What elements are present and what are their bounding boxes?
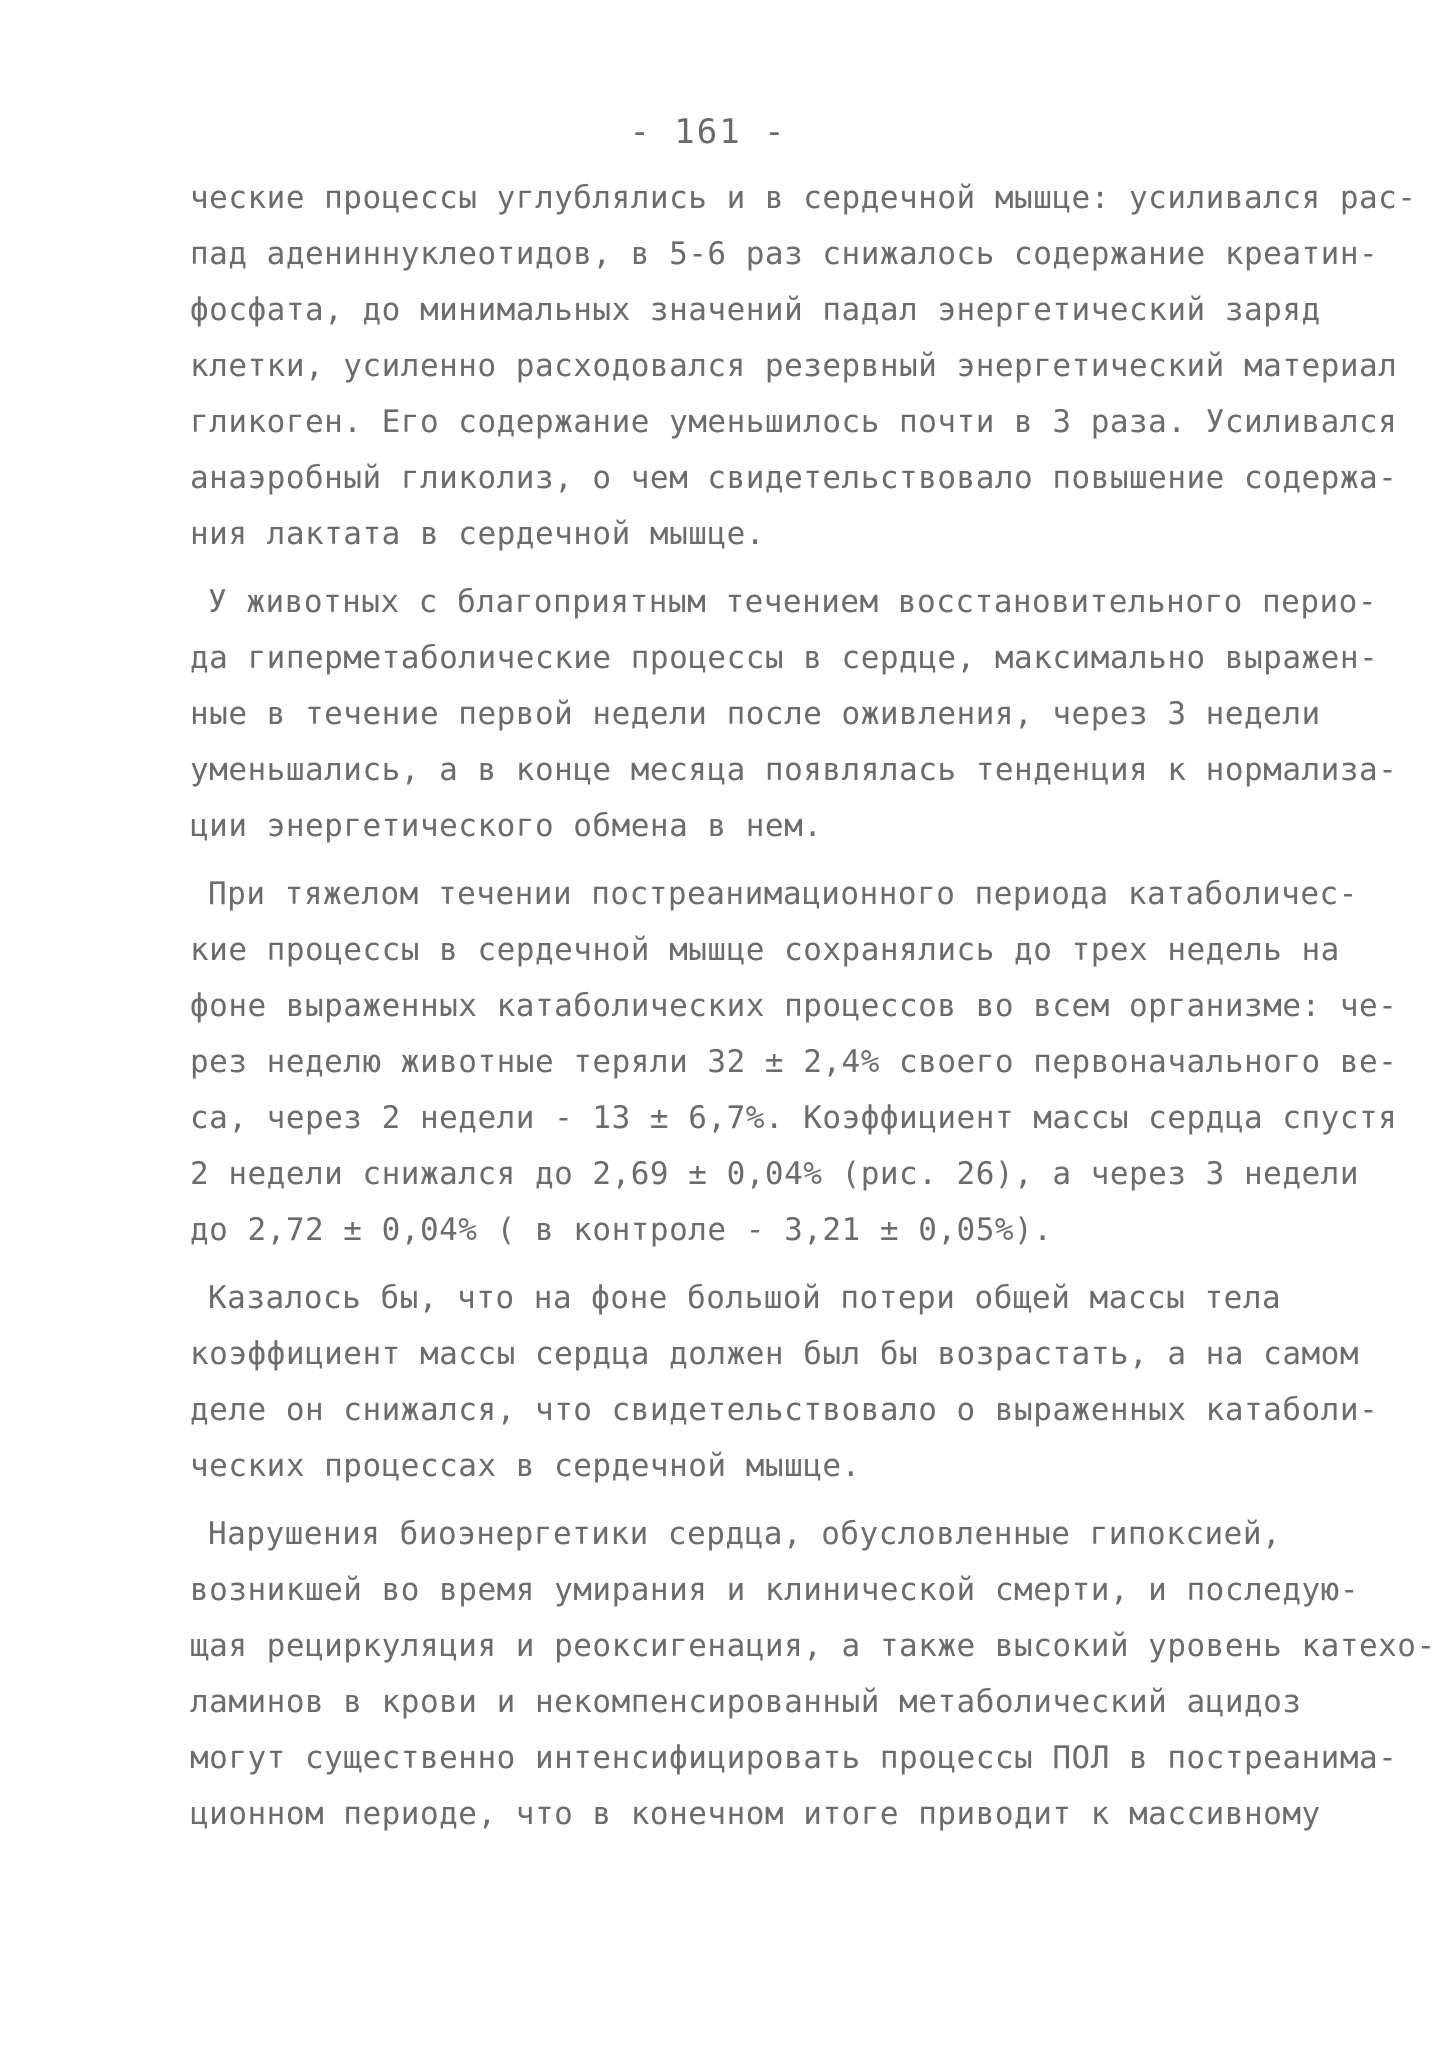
text-line: ния лактата в сердечной мышце.	[190, 516, 765, 552]
text-line: У животных с благоприятным течением восстановительного перио-	[208, 584, 1377, 620]
text-line: да гиперметаболические процессы в сердце, максимально выражен-	[190, 640, 1379, 676]
text-line: фоне выраженных катаболических процессов во всем организме: че-	[190, 988, 1398, 1024]
text-line: Казалось бы, что на фоне большой потери общей массы тела	[208, 1280, 1282, 1316]
text-line: ческие процессы углублялись и в сердечной мышце: усиливался рас-	[190, 180, 1417, 216]
text-line: ные в течение первой недели после оживления, через 3 недели	[190, 696, 1321, 732]
paragraph-gap	[190, 1258, 1270, 1270]
text-line: уменьшались, а в конце месяца появлялась тенденция к нормализа-	[190, 752, 1398, 788]
text-line: 2 недели снижался до 2,69 ± 0,04% (рис. 26), а через 3 недели	[190, 1156, 1359, 1192]
paragraph-gap	[190, 1494, 1270, 1506]
body-text	[190, 170, 1436, 1842]
text-line: могут существенно интенсифицировать процессы ПОЛ в постреанима-	[190, 1740, 1398, 1776]
text-line: ционном периоде, что в конечном итоге приводит к массивному	[190, 1796, 1321, 1832]
text-line: коэффициент массы сердца должен был бы возрастать, а на самом	[190, 1336, 1359, 1372]
text-line: возникшей во время умирания и клинической смерти, и последую-	[190, 1572, 1359, 1608]
text-line: деле он снижался, что свидетельствовало о выраженных катаболи-	[190, 1392, 1379, 1428]
text-line: до 2,72 ± 0,04% ( в контроле - 3,21 ± 0,05%).	[190, 1212, 1053, 1248]
page-number: - 161 -	[629, 112, 787, 152]
text-line: ческих процессах в сердечной мышце.	[190, 1448, 861, 1484]
paragraph-gap	[190, 562, 1270, 574]
text-line: ламинов в крови и некомпенсированный метаболический ацидоз	[190, 1684, 1302, 1720]
text-line: При тяжелом течении постреанимационного периода катаболичес-	[208, 876, 1358, 912]
text-line: ции энергетического обмена в нем.	[190, 808, 823, 844]
paragraph-gap	[190, 854, 1270, 866]
text-line: клетки, усиленно расходовался резервный энергетический материал	[190, 348, 1398, 384]
text-line: са, через 2 недели - 13 ± 6,7%. Коэффициент массы сердца спустя	[190, 1100, 1398, 1136]
text-line: фосфата, до минимальных значений падал энергетический заряд	[190, 292, 1321, 328]
text-line: гликоген. Его содержание уменьшилось почти в 3 раза. Усиливался	[190, 404, 1398, 440]
text-line: щая рециркуляция и реоксигенация, а также высокий уровень катехо-	[190, 1628, 1436, 1664]
text-line: рез неделю животные теряли 32 ± 2,4% своего первоначального ве-	[190, 1044, 1398, 1080]
text-line: анаэробный гликолиз, о чем свидетельствовало повышение содержа-	[190, 460, 1398, 496]
text-line: кие процессы в сердечной мышце сохранялись до трех недель на	[190, 932, 1340, 968]
text-line: пад адениннуклеотидов, в 5-6 раз снижалось содержание креатин-	[190, 236, 1379, 272]
text-line: Нарушения биоэнергетики сердца, обусловленные гипоксией,	[208, 1516, 1282, 1552]
